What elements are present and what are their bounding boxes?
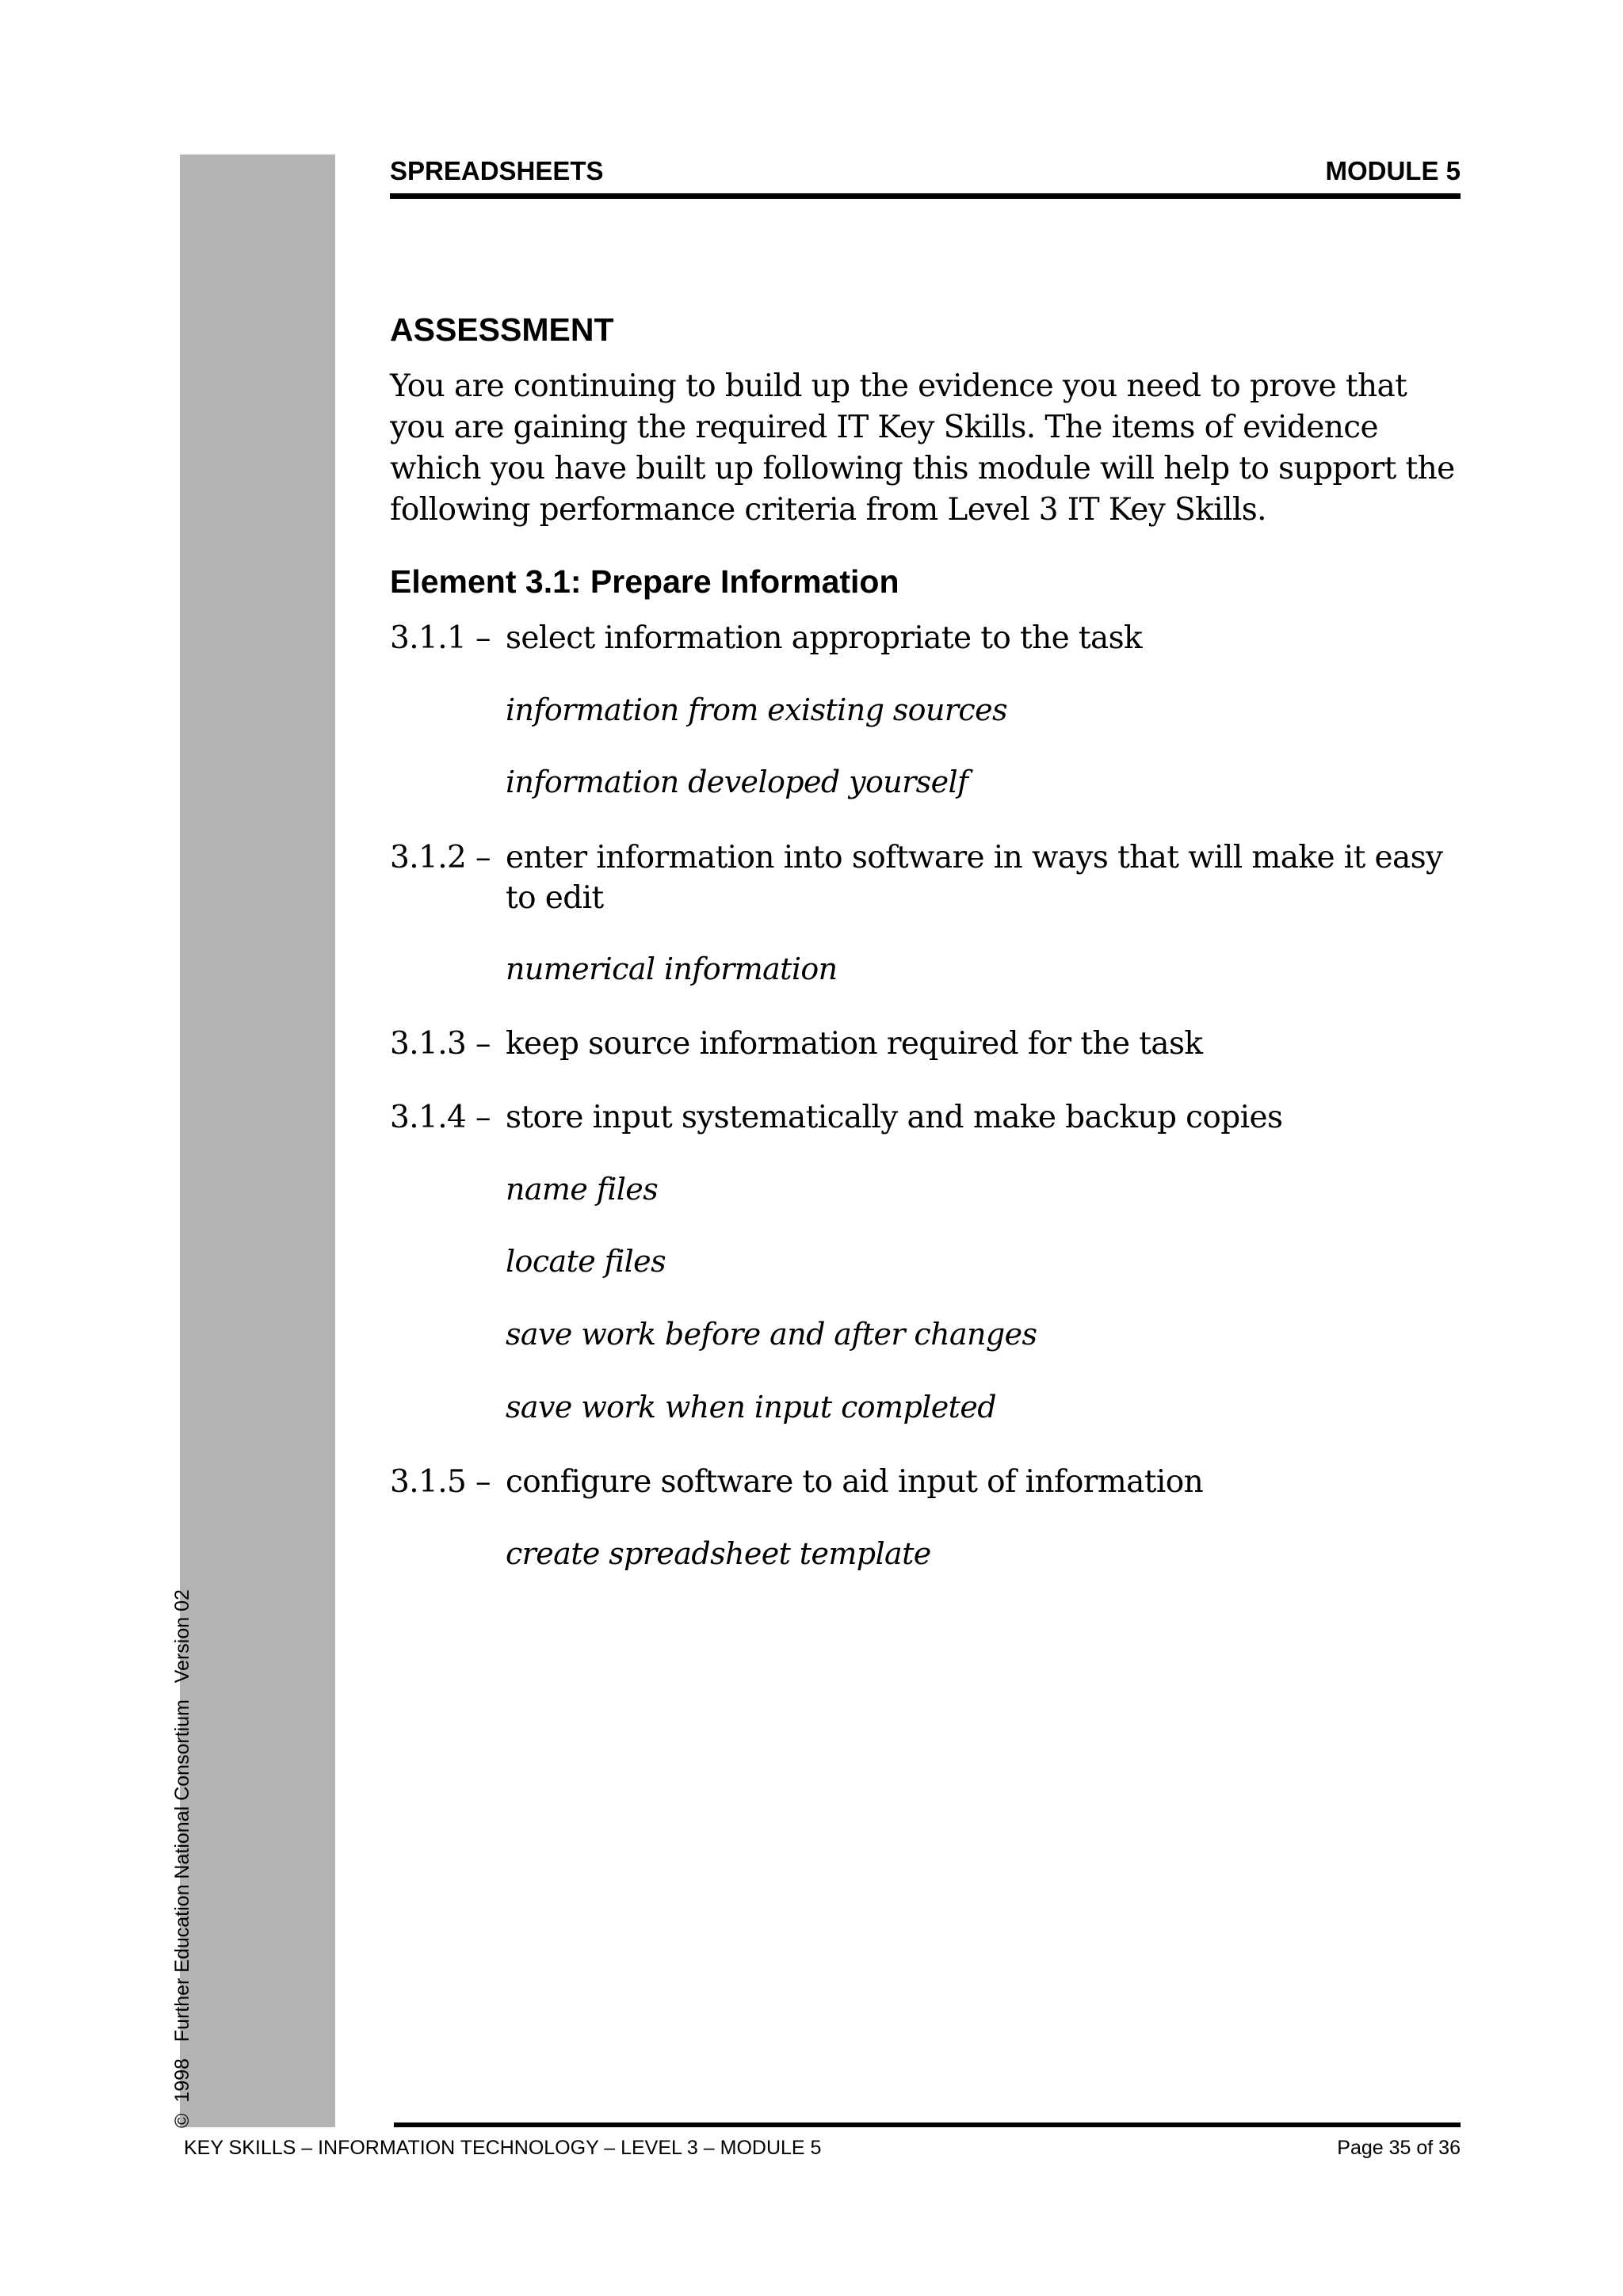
running-header-title: SPREADSHEETS <box>390 156 604 185</box>
section-title: ASSESSMENT <box>390 311 614 348</box>
footer-rule <box>394 2122 1461 2127</box>
range-item: locate files <box>506 1244 666 1279</box>
side-copyright: © 1998 Further Education National Consortium Version 02 <box>171 1589 193 2128</box>
criterion-3-1-5 <box>390 1462 1476 1502</box>
intro-paragraph: You are continuing to build up the evidence you need to prove that you are gaining the required IT Key Skills. The items of evidence which you have built up following this module will help to support the following performance criteria from Level 3 IT Key Skills. <box>390 368 1455 528</box>
criterion-3-1-4 <box>390 1097 1476 1138</box>
range-item: create spreadsheet template <box>506 1536 931 1571</box>
criterion-text: select information appropriate to the task <box>506 620 1143 656</box>
criterion-number: 3.1.5 – <box>390 1464 491 1500</box>
page-number: Page 35 of 36 <box>1337 2137 1461 2159</box>
range-item: information developed yourself <box>506 765 968 799</box>
criterion-number: 3.1.2 – <box>390 840 491 875</box>
header-rule <box>390 193 1461 199</box>
criterion-3-1-3 <box>390 1024 1476 1064</box>
criterion-text: configure software to aid input of information <box>506 1464 1204 1500</box>
criterion-text: store input systematically and make backup copies <box>506 1100 1283 1135</box>
grey-margin-band <box>180 154 335 2127</box>
criterion-number: 3.1.4 – <box>390 1100 491 1135</box>
range-item: numerical information <box>506 952 838 986</box>
criterion-3-1-1 <box>390 618 1476 658</box>
element-title: Element 3.1: Prepare Information <box>390 563 899 600</box>
criterion-3-1-2 <box>390 837 1476 918</box>
running-header-module: MODULE 5 <box>1325 156 1461 185</box>
footer-title: KEY SKILLS – INFORMATION TECHNOLOGY – LEVEL 3 – MODULE 5 <box>184 2137 822 2159</box>
criterion-number: 3.1.1 – <box>390 620 491 656</box>
range-item: information from existing sources <box>506 692 1007 727</box>
criterion-text: enter information into software in ways that will make it easy to edit <box>506 840 1443 916</box>
range-item: save work when input completed <box>506 1390 996 1425</box>
range-item: name files <box>506 1172 659 1207</box>
range-item: save work before and after changes <box>506 1317 1037 1352</box>
criterion-number: 3.1.3 – <box>390 1026 491 1062</box>
criterion-text: keep source information required for the task <box>506 1026 1203 1062</box>
